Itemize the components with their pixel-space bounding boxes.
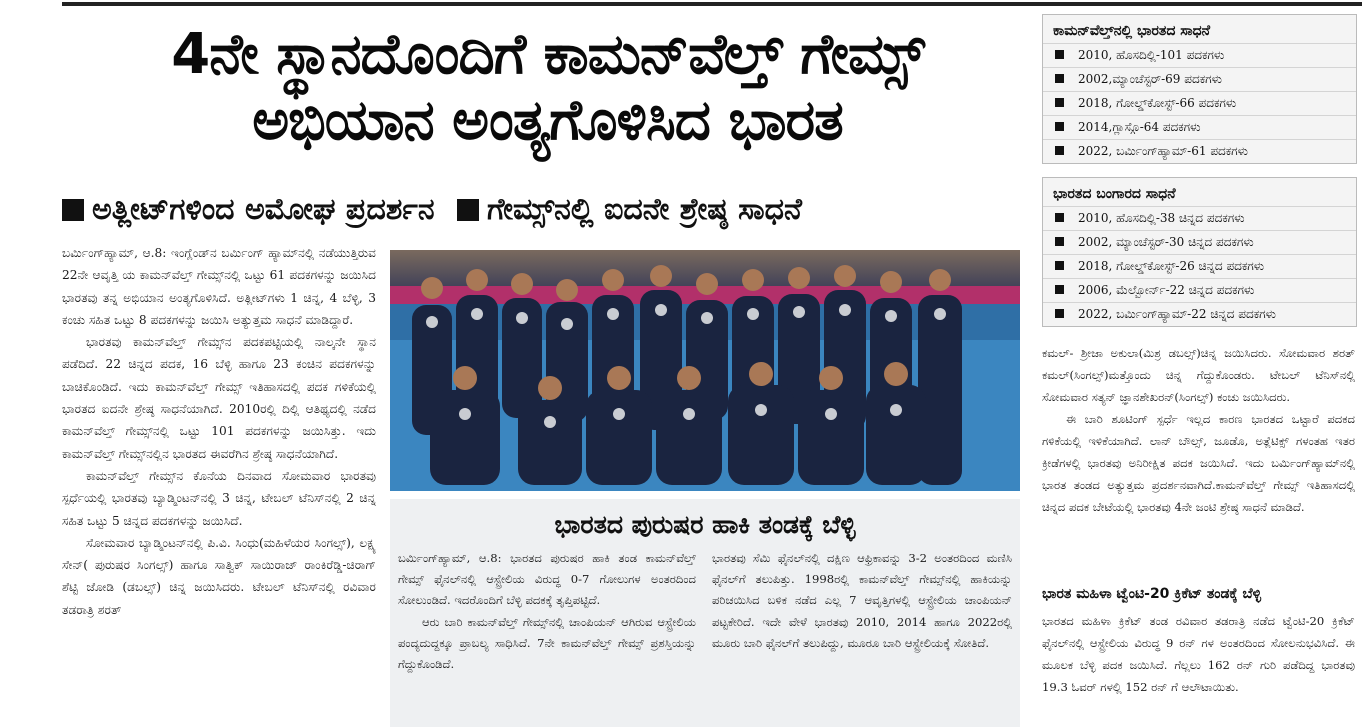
article-paragraph: ಈ ಬಾರಿ ಶೂಟಿಂಗ್ ಸ್ಪರ್ಧೆ ಇಲ್ಲದ ಕಾರಣ ಭಾರತದ ಒಟ್ಟಾರೆ ಪದಕದ ಗಳಿಕೆಯಲ್ಲಿ ಇಳಿಕೆಯಾಗಿದೆ. ಲಾನ್ ಬೌಲ್ಸ್, ಜೂಡೊ, ಅತ್ಲೆಟಿಕ್ಸ್ ಗಳಂತಹ ಇತರ ಕ್ರೀಡೆಗಳಲ್ಲಿ ಭಾರತವು ಅನಿರೀಕ್ಷಿತ ಪದಕ ಜಯಿಸಿದೆ. ಇದು ಬರ್ಮಿಂಗ್‌ಹ್ಯಾಮ್‌ನಲ್ಲಿ ಭಾರತ ತಂಡದ ಅತ್ಯುತ್ತಮ ಪ್ರದರ್ಶನವಾಗಿದೆ.ಕಾಮನ್‌ವೆಲ್ತ್ ಗೇಮ್ಸ್ ಇತಿಹಾಸದಲ್ಲಿ ಚಿನ್ನದ ಪದಕ ಬೇಟೆಯಲ್ಲಿ ಭಾರತವು 4ನೇ ಜಂಟಿ ಶ್ರೇಷ್ಠ ಸಾಧನೆ ಮಾಡಿದೆ. (1042, 412, 1355, 514)
bullet-square-icon (1055, 50, 1064, 59)
article-paragraph: ಕಾಮನ್‌ವೆಲ್ತ್ ಗೇಮ್ಸ್‌ನ ಕೊನೆಯ ದಿನವಾದ ಸೋಮವಾರ ಭಾರತವು ಸ್ಪರ್ಧೆಯಲ್ಲಿ ಭಾರತವು ಬ್ಯಾಡ್ಮಿಂಟನ್‌ನಲ್ಲಿ 3 ಚಿನ್ನ, ಟೇಬಲ್ ಟೆನಿಸ್‌ನಲ್ಲಿ 2 ಚಿನ್ನ ಸಹಿತ ಒಟ್ಟು 5 ಚಿನ್ನದ ಪದಕಗಳನ್ನು ಜಯಿಸಿದೆ. (62, 468, 376, 528)
team-photo-illustration (390, 250, 1020, 491)
headline-line-1: 4ನೇ ಸ್ಥಾನದೊಂದಿಗೆ ಕಾಮನ್‌ವೆಲ್ತ್ ಗೇಮ್ಸ್ (171, 22, 924, 87)
bullet-square-icon (1055, 261, 1064, 270)
headline-line-2: ಅಭಿಯಾನ ಅಂತ್ಯಗೊಳಿಸಿದ ಭಾರತ (252, 88, 843, 153)
cricket-story-title: ಭಾರತ ಮಹಿಳಾ ಟ್ವೆಂಟಿ-20 ಕ್ರಿಕೆಟ್ ತಂಡಕ್ಕೆ ಬೆಳ್ಳಿ (1042, 586, 1262, 602)
bullet-square-icon (1055, 213, 1064, 222)
list-item: 2010, ಹೊಸದಿಲ್ಲಿ-38 ಚಿನ್ನದ ಪದಕಗಳು (1043, 206, 1356, 230)
bullet-square-icon (1055, 309, 1064, 318)
article-paragraph: ಬರ್ಮಿಂಗ್‌ಹ್ಯಾಮ್, ಆ.8: ಇಂಗ್ಲೆಂಡ್‌ನ ಬರ್ಮಿಂಗ್ ಹ್ಯಾಮ್‌ನಲ್ಲಿ ನಡೆಯುತ್ತಿರುವ 22ನೇ ಆವೃತ್ತಿ ಯ ಕಾಮನ್‌ವೆಲ್ತ್ ಗೇಮ್ಸ್‌ನಲ್ಲಿ ಒಟ್ಟು 61 ಪದಕಗಳನ್ನು ಜಯಿಸಿದ ಭಾರತವು ತನ್ನ ಅಭಿಯಾನ ಅಂತ್ಯಗೊಳಿಸಿದೆ. ಅತ್ಲೀಟ್‌ಗಳು 1 ಚಿನ್ನ, 4 ಬೆಳ್ಳಿ, 3 ಕಂಚು ಸಹಿತ ಒಟ್ಟು 8 ಪದಕಗಳನ್ನು ಜಯಿಸಿ ಅತ್ಯುತ್ತಮ ಸಾಧನೆ ಮಾಡಿದ್ದಾರೆ. (62, 246, 376, 327)
bullet-square-icon (1055, 285, 1064, 294)
article-right-column (1042, 342, 1355, 582)
article-paragraph: ಕಮಲ್- ಶ್ರೀಜಾ ಅಕುಲಾ(ಮಿಶ್ರ ಡಬಲ್ಸ್)ಚಿನ್ನ ಜಯಿಸಿದರು. ಸೋಮವಾರ ಶರತ್ ಕಮಲ್(ಸಿಂಗಲ್ಸ್)ಮತ್ತೊಂದು ಚಿನ್ನ ಗೆದ್ದುಕೊಂಡರು. ಟೇಬಲ್ ಟೆನಿಸ್‌ನಲ್ಲಿ ಸೋಮವಾರ ಸತ್ಯನ್ ಜ್ಞಾನಶೇಖರನ್(ಸಿಂಗಲ್ಸ್) ಕಂಚು ಜಯಿಸಿದರು. (1042, 346, 1355, 404)
article-left-column (62, 242, 376, 727)
list-item: 2002,ಮ್ಯಾಂಚೆಸ್ಟರ್-69 ಪದಕಗಳು (1043, 67, 1356, 91)
gold-tally-title: ಭಾರತದ ಬಂಗಾರದ ಸಾಧನೆ (1053, 186, 1176, 202)
list-item: 2018, ಗೋಲ್ಡ್‌ಕೋಸ್ಟ್-26 ಚಿನ್ನದ ಪದಕಗಳು (1043, 254, 1356, 278)
hockey-column-1 (398, 548, 696, 727)
list-item: 2018, ಗೋಲ್ಡ್‌ಕೋಸ್ಟ್-66 ಪದಕಗಳು (1043, 91, 1356, 115)
gold-tally-box (1042, 177, 1357, 327)
bullet-square-icon (62, 199, 84, 221)
subheadline (62, 190, 1037, 230)
article-paragraph: ಬರ್ಮಿಂಗ್‌ಹ್ಯಾಮ್, ಆ.8: ಭಾರತದ ಪುರುಷರ ಹಾಕಿ ತಂಡ ಕಾಮನ್‌ವೆಲ್ತ್ ಗೇಮ್ಸ್ ಫೈನಲ್‌ನಲ್ಲಿ ಆಸ್ಟ್ರೇಲಿಯ ವಿರುದ್ಧ 0-7 ಗೋಲುಗಳ ಅಂತರದಿಂದ ಸೋಲುಂಡಿದೆ. ಇದರೊಂದಿಗೆ ಬೆಳ್ಳಿ ಪದಕಕ್ಕೆ ತೃಪ್ತಿಪಟ್ಟಿದೆ. (398, 551, 696, 608)
hockey-story-title: ಭಾರತದ ಪುರುಷರ ಹಾಕಿ ತಂಡಕ್ಕೆ ಬೆಳ್ಳಿ (554, 510, 856, 539)
article-paragraph: ಸೋಮವಾರ ಬ್ಯಾಡ್ಮಿಂಟನ್‌ನಲ್ಲಿ ಪಿ.ವಿ. ಸಿಂಧು(ಮಹಿಳೆಯರ ಸಿಂಗಲ್ಸ್), ಲಕ್ಷ್ಯ ಸೇನ್( ಪುರುಷರ ಸಿಂಗಲ್ಸ್) ಹಾಗೂ ಸಾತ್ವಿಕ್ ಸಾಯಿರಾಜ್ ರಾಂಕಿರೆಡ್ಡಿ-ಚಿರಾಗ್ ಶೆಟ್ಟಿ ಜೋಡಿ (ಡಬಲ್ಸ್) ಚಿನ್ನ ಜಯಿಸಿದರು. ಟೇಬಲ್ ಟೆನಿಸ್‌ನಲ್ಲಿ ರವಿವಾರ ತಡರಾತ್ರಿ ಶರತ್ (62, 535, 376, 617)
list-item: 2006, ಮೆಲ್ಬೋರ್ನ್-22 ಚಿನ್ನದ ಪದಕಗಳು (1043, 278, 1356, 302)
subhead-part-2: ಗೇಮ್ಸ್‌ನಲ್ಲಿ ಐದನೇ ಶ್ರೇಷ್ಠ ಸಾಧನೆ (486, 192, 802, 227)
medal-tally-title: ಕಾಮನ್‌ವೆಲ್ತ್‌ನಲ್ಲಿ ಭಾರತದ ಸಾಧನೆ (1053, 23, 1211, 39)
bullet-square-icon (1055, 74, 1064, 83)
bullet-square-icon (457, 199, 479, 221)
bullet-square-icon (1055, 237, 1064, 246)
bullet-square-icon (1055, 146, 1064, 155)
subhead-part-1: ಅತ್ಲೀಟ್‌ಗಳಿಂದ ಅಮೋಘ ಪ್ರದರ್ಶನ (92, 192, 435, 227)
list-item: 2022, ಬರ್ಮಿಂಗ್‌ಹ್ಯಾಮ್-61 ಪದಕಗಳು (1043, 139, 1356, 163)
article-paragraph: ಭಾರತದ ಮಹಿಳಾ ಕ್ರಿಕೆಟ್ ತಂಡ ರವಿವಾರ ತಡರಾತ್ರಿ ನಡೆದ ಟ್ವೆಂಟಿ-20 ಕ್ರಿಕೆಟ್ ಫೈನಲ್‌ನಲ್ಲಿ ಆಸ್ಟ್ರೇಲಿಯ ವಿರುದ್ಧ 9 ರನ್ ಗಳ ಅಂತರದಿಂದ ಸೋಲನುಭವಿಸಿದೆ. ಈ ಮೂಲಕ ಬೆಳ್ಳಿ ಪದಕ ಜಯಿಸಿದೆ. ಗೆಲ್ಲಲು 162 ರನ್ ಗುರಿ ಪಡೆದಿದ್ದ ಭಾರತವು 19.3 ಓವರ್ ಗಳಲ್ಲಿ 152 ರನ್ ಗೆ ಆಲೌಟಾಯಿತು. (1042, 614, 1355, 694)
hockey-column-2 (712, 548, 1012, 727)
article-paragraph: ಆರು ಬಾರಿ ಕಾಮನ್‌ವೆಲ್ತ್ ಗೇಮ್ಸ್‌ನಲ್ಲಿ ಚಾಂಪಿಯನ್ ಆಗಿರುವ ಆಸ್ಟ್ರೇಲಿಯ ಪಂದ್ಯದುದ್ದಕ್ಕೂ ಪ್ರಾಬಲ್ಯ ಸಾಧಿಸಿದೆ. 7ನೇ ಕಾಮನ್‌ವೆಲ್ತ್ ಗೇಮ್ಸ್ ಪ್ರಶಸ್ತಿಯನ್ನು ಗೆದ್ದುಕೊಂಡಿದೆ. (398, 614, 696, 672)
medal-tally-box (1042, 14, 1357, 164)
bullet-square-icon (1055, 122, 1064, 131)
hockey-team-photo (390, 250, 1020, 491)
bullet-square-icon (1055, 98, 1064, 107)
list-item: 2010, ಹೊಸದಿಲ್ಲಿ-101 ಪದಕಗಳು (1043, 43, 1356, 67)
list-item: 2022, ಬರ್ಮಿಂಗ್‌ಹ್ಯಾಮ್-22 ಚಿನ್ನದ ಪದಕಗಳು (1043, 302, 1356, 326)
article-paragraph: ಭಾರತವು ಕಾಮನ್‌ವೆಲ್ತ್ ಗೇಮ್ಸ್‌ನ ಪದಕಪಟ್ಟಿಯಲ್ಲಿ ನಾಲ್ಕನೇ ಸ್ಥಾನ ಪಡೆದಿದೆ. 22 ಚಿನ್ನದ ಪದಕ, 16 ಬೆಳ್ಳಿ ಹಾಗೂ 23 ಕಂಚಿನ ಪದಕಗಳನ್ನು ಬಾಚಿಕೊಂಡಿದೆ. ಇದು ಕಾಮನ್‌ವೆಲ್ತ್ ಗೇಮ್ಸ್ ಇತಿಹಾಸದಲ್ಲಿ ಪದಕ ಗಳಿಕೆಯಲ್ಲಿ ಭಾರತದ ಐದನೇ ಶ್ರೇಷ್ಠ ಸಾಧನೆಯಾಗಿದೆ. 2010ರಲ್ಲಿ ದಿಲ್ಲಿ ಆತಿಥ್ಯದಲ್ಲಿ ನಡೆದ ಕಾಮನ್‌ವೆಲ್ತ್ ಗೇಮ್ಸ್‌ನಲ್ಲಿ ಒಟ್ಟು 101 ಪದಕಗಳನ್ನು ಜಯಿಸಿತ್ತು. ಇದು ಕಾಮನ್‌ವೆಲ್ತ್ ಗೇಮ್ಸ್‌ನಲ್ಲಿನ ಭಾರತದ ಈವರೆಗಿನ ಶ್ರೇಷ್ಠ ಸಾಧನೆಯಾಗಿದೆ. (62, 335, 376, 461)
list-item: 2002, ಮ್ಯಾಂಚೆಸ್ಟರ್-30 ಚಿನ್ನದ ಪದಕಗಳು (1043, 230, 1356, 254)
cricket-story-text (1042, 610, 1355, 727)
list-item: 2014,ಗ್ಲಾಸ್ಗೊ-64 ಪದಕಗಳು (1043, 115, 1356, 139)
headline (60, 22, 1035, 154)
top-rule (62, 2, 1362, 6)
article-paragraph: ಭಾರತವು ಸೆಮಿ ಫೈನಲ್‌ನಲ್ಲಿ ದಕ್ಷಿಣ ಆಫ್ರಿಕಾವನ್ನು 3-2 ಅಂತರದಿಂದ ಮಣಿಸಿ ಫೈನಲ್‌ಗೆ ತಲುಪಿತ್ತು. 1998ರಲ್ಲಿ ಕಾಮನ್‌ವೆಲ್ತ್ ಗೇಮ್ಸ್‌ನಲ್ಲಿ ಹಾಕಿಯನ್ನು ಪರಿಚಯಿಸಿದ ಬಳಿಕ ನಡೆದ ಎಲ್ಲ 7 ಆವೃತ್ತಿಗಳಲ್ಲಿ ಆಸ್ಟ್ರೇಲಿಯ ಚಾಂಪಿಯನ್ ಪಟ್ಟಕೇರಿದೆ. ಇದೇ ವೇಳೆ ಭಾರತವು 2010, 2014 ಹಾಗೂ 2022ರಲ್ಲಿ ಮೂರು ಬಾರಿ ಫೈನಲ್‌ಗೆ ತಲುಪಿದ್ದು, ಮೂರೂ ಬಾರಿ ಆಸ್ಟ್ರೇಲಿಯಕ್ಕೆ ಸೋತಿದೆ. (712, 551, 1012, 650)
